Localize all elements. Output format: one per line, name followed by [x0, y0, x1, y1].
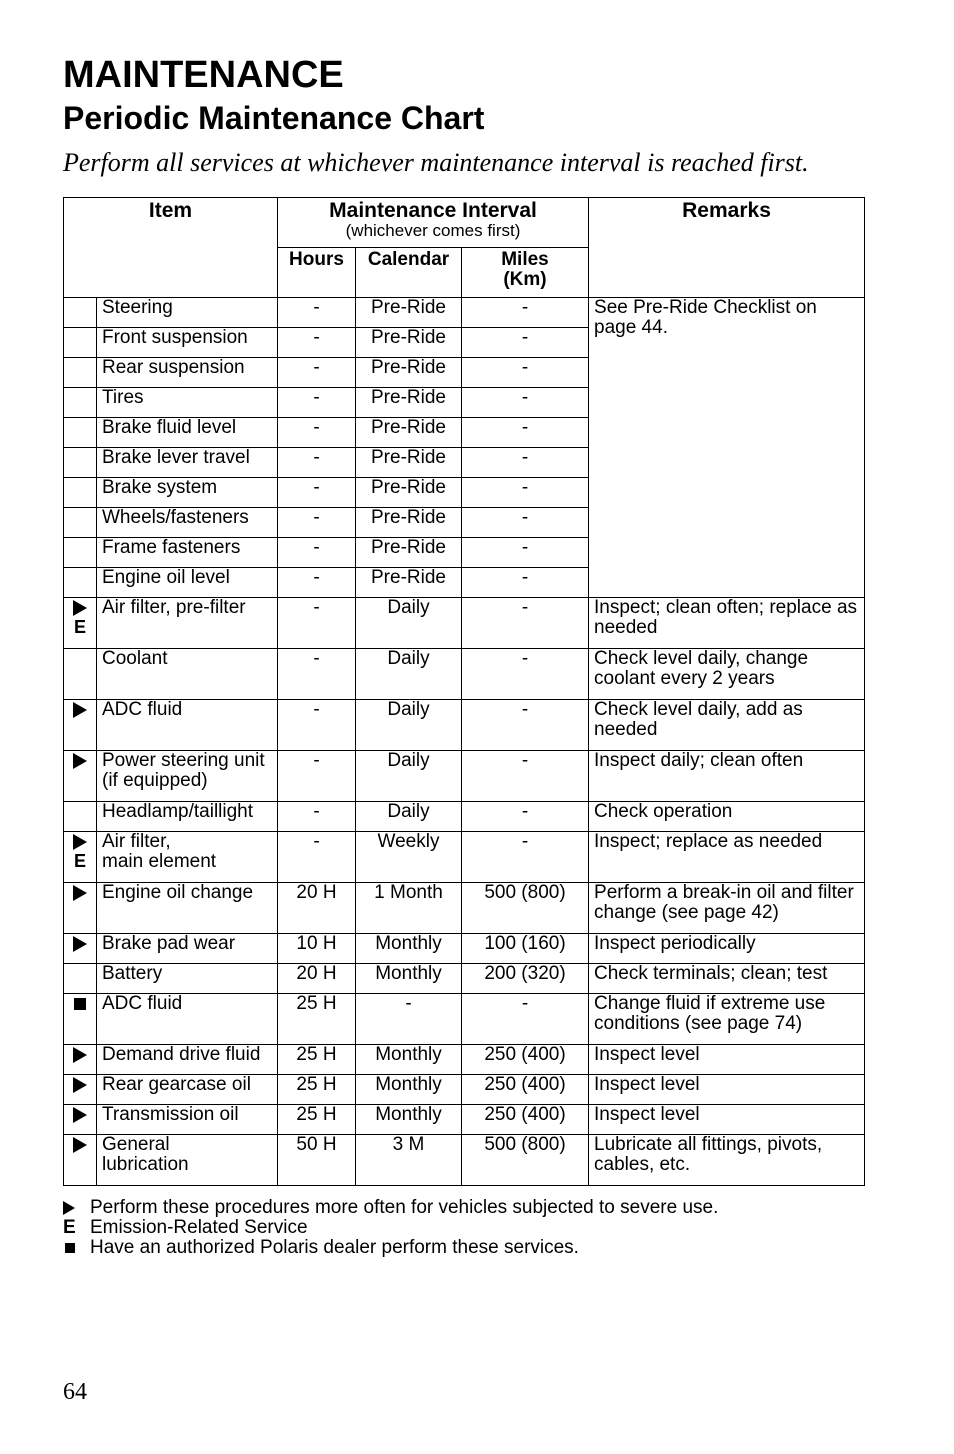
symbol-cell	[64, 751, 97, 802]
item-cell: Tires	[97, 388, 278, 418]
miles-cell: 250 (400)	[462, 1045, 589, 1075]
remarks-cell: Check operation	[589, 802, 865, 832]
item-cell: Frame fasteners	[97, 538, 278, 568]
hours-cell: -	[278, 328, 356, 358]
hours-cell: -	[278, 751, 356, 802]
calendar-cell: Pre-Ride	[356, 508, 462, 538]
header-miles-unit: (Km)	[503, 269, 547, 290]
miles-cell: 250 (400)	[462, 1105, 589, 1135]
hours-cell: 50 H	[278, 1135, 356, 1186]
hours-cell: 25 H	[278, 1105, 356, 1135]
hours-cell: -	[278, 478, 356, 508]
table-row	[64, 700, 865, 751]
miles-cell: 500 (800)	[462, 883, 589, 934]
symbol-cell	[64, 649, 97, 700]
remarks-cell: Check level daily, change coolant every 2 years	[589, 649, 865, 700]
miles-cell: -	[462, 802, 589, 832]
miles-cell: -	[462, 508, 589, 538]
calendar-cell: Pre-Ride	[356, 568, 462, 598]
legend-text: Emission-Related Service	[90, 1217, 308, 1238]
item-cell: Brake fluid level	[97, 418, 278, 448]
miles-cell: -	[462, 994, 589, 1045]
header-interval-label: Maintenance Interval	[329, 199, 537, 222]
chapter-title: MAINTENANCE	[63, 54, 344, 96]
hours-cell: -	[278, 700, 356, 751]
item-cell: Engine oil change	[97, 883, 278, 934]
hours-cell: 20 H	[278, 883, 356, 934]
legend-item-dealer	[63, 1238, 718, 1258]
legend-emission-mark: E	[63, 1217, 76, 1238]
calendar-cell: Daily	[356, 802, 462, 832]
preride-remarks-cell: See Pre-Ride Checklist on page 44.	[589, 298, 865, 598]
legend-square-icon	[63, 1243, 90, 1253]
remarks-cell: Lubricate all fittings, pivots, cables, etc.	[589, 1135, 865, 1186]
symbol-cell	[64, 328, 97, 358]
item-cell: Engine oil level	[97, 568, 278, 598]
severe-use-triangle-icon	[73, 600, 87, 616]
item-cell: Front suspension	[97, 328, 278, 358]
legend-item-emission	[63, 1218, 718, 1238]
remarks-cell: Inspect level	[589, 1045, 865, 1075]
table-row	[64, 1045, 865, 1075]
item-cell: Headlamp/taillight	[97, 802, 278, 832]
header-calendar: Calendar	[356, 248, 462, 298]
symbol-cell	[64, 358, 97, 388]
calendar-cell: 1 Month	[356, 883, 462, 934]
hours-cell: -	[278, 568, 356, 598]
remarks-cell: Inspect; replace as needed	[589, 832, 865, 883]
symbol-cell	[64, 883, 97, 934]
item-cell: Power steering unit (if equipped)	[97, 751, 278, 802]
table-row	[64, 598, 865, 649]
emission-mark: E	[73, 617, 86, 637]
calendar-cell: Pre-Ride	[356, 388, 462, 418]
intro-text: Perform all services at whichever maintenance interval is reached first.	[63, 148, 809, 177]
symbol-cell	[64, 388, 97, 418]
header-miles	[462, 248, 589, 298]
miles-cell: 100 (160)	[462, 934, 589, 964]
symbol-cell	[64, 832, 97, 883]
calendar-cell: Pre-Ride	[356, 478, 462, 508]
item-cell: Brake lever travel	[97, 448, 278, 478]
calendar-cell: -	[356, 994, 462, 1045]
table-body	[64, 298, 865, 1186]
severe-use-triangle-icon	[73, 702, 87, 718]
remarks-cell: Perform a break-in oil and filter change (see page 42)	[589, 883, 865, 934]
severe-use-triangle-icon	[73, 1047, 87, 1063]
calendar-cell: Pre-Ride	[356, 538, 462, 568]
item-cell: Transmission oil	[97, 1105, 278, 1135]
miles-cell: 250 (400)	[462, 1075, 589, 1105]
item-cell: Coolant	[97, 649, 278, 700]
miles-cell: -	[462, 448, 589, 478]
item-cell: Demand drive fluid	[97, 1045, 278, 1075]
remarks-cell: Inspect daily; clean often	[589, 751, 865, 802]
calendar-cell: Pre-Ride	[356, 448, 462, 478]
header-hours: Hours	[278, 248, 356, 298]
symbol-cell	[64, 538, 97, 568]
severe-use-triangle-icon	[73, 1077, 87, 1093]
calendar-cell: Monthly	[356, 1105, 462, 1135]
miles-cell: -	[462, 598, 589, 649]
miles-cell: -	[462, 388, 589, 418]
miles-cell: 500 (800)	[462, 1135, 589, 1186]
calendar-cell: Pre-Ride	[356, 328, 462, 358]
symbol-cell	[64, 700, 97, 751]
table-row	[64, 1135, 865, 1186]
hours-cell: -	[278, 388, 356, 418]
item-cell: Rear suspension	[97, 358, 278, 388]
miles-cell: -	[462, 478, 589, 508]
header-interval-note: (whichever comes first)	[345, 221, 521, 240]
header-interval	[278, 198, 589, 248]
table-row	[64, 934, 865, 964]
item-cell: ADC fluid	[97, 994, 278, 1045]
hours-cell: -	[278, 448, 356, 478]
severe-use-triangle-icon	[73, 1137, 87, 1153]
severe-use-triangle-icon	[73, 834, 87, 850]
severe-use-triangle-icon	[73, 885, 87, 901]
hours-cell: -	[278, 358, 356, 388]
symbol-cell	[64, 1045, 97, 1075]
symbol-cell	[64, 478, 97, 508]
item-cell: Brake pad wear	[97, 934, 278, 964]
symbol-cell	[64, 448, 97, 478]
calendar-cell: Weekly	[356, 832, 462, 883]
hours-cell: -	[278, 649, 356, 700]
symbol-cell	[64, 994, 97, 1045]
hours-cell: -	[278, 832, 356, 883]
emission-mark: E	[73, 851, 86, 871]
hours-cell: -	[278, 508, 356, 538]
remarks-cell: Change fluid if extreme use conditions (see page 74)	[589, 994, 865, 1045]
hours-cell: -	[278, 538, 356, 568]
header-miles-label: Miles	[501, 249, 549, 270]
calendar-cell: Monthly	[356, 964, 462, 994]
item-cell: Air filter, main element	[97, 832, 278, 883]
hours-cell: 25 H	[278, 1045, 356, 1075]
item-cell: Steering	[97, 298, 278, 328]
miles-cell: -	[462, 649, 589, 700]
symbol-cell	[64, 568, 97, 598]
miles-cell: -	[462, 832, 589, 883]
symbol-cell	[64, 964, 97, 994]
miles-cell: -	[462, 538, 589, 568]
calendar-cell: Daily	[356, 598, 462, 649]
table-row	[64, 649, 865, 700]
table-row	[64, 964, 865, 994]
hours-cell: 25 H	[278, 1075, 356, 1105]
symbol-cell	[64, 598, 97, 649]
item-cell: Brake system	[97, 478, 278, 508]
hours-cell: -	[278, 598, 356, 649]
legend-text: Have an authorized Polaris dealer perform these services.	[90, 1237, 579, 1258]
remarks-cell: Inspect level	[589, 1105, 865, 1135]
miles-cell: 200 (320)	[462, 964, 589, 994]
legend-item-severe	[63, 1198, 718, 1218]
remarks-cell: Check level daily, add as needed	[589, 700, 865, 751]
page-number: 64	[63, 1379, 87, 1405]
section-title: Periodic Maintenance Chart	[63, 100, 485, 136]
item-cell: Wheels/fasteners	[97, 508, 278, 538]
item-cell: Rear gearcase oil	[97, 1075, 278, 1105]
hours-cell: -	[278, 418, 356, 448]
item-cell: ADC fluid	[97, 700, 278, 751]
miles-cell: -	[462, 328, 589, 358]
hours-cell: 25 H	[278, 994, 356, 1045]
miles-cell: -	[462, 358, 589, 388]
calendar-cell: Monthly	[356, 1045, 462, 1075]
hours-cell: 10 H	[278, 934, 356, 964]
legend-triangle-icon	[63, 1201, 90, 1215]
calendar-cell: Daily	[356, 649, 462, 700]
symbol-cell	[64, 418, 97, 448]
table-row	[64, 298, 865, 328]
remarks-cell: Inspect; clean often; replace as needed	[589, 598, 865, 649]
table-row	[64, 1105, 865, 1135]
header-item: Item	[64, 198, 278, 298]
table-row	[64, 883, 865, 934]
remarks-cell: Check terminals; clean; test	[589, 964, 865, 994]
miles-cell: -	[462, 568, 589, 598]
calendar-cell: Monthly	[356, 1075, 462, 1105]
miles-cell: -	[462, 418, 589, 448]
table-row	[64, 832, 865, 883]
symbol-cell	[64, 1135, 97, 1186]
header-remarks: Remarks	[589, 198, 865, 298]
calendar-cell: Daily	[356, 700, 462, 751]
symbol-cell	[64, 1105, 97, 1135]
maintenance-table	[63, 197, 865, 1186]
legend-text: Perform these procedures more often for vehicles subjected to severe use.	[90, 1197, 719, 1218]
hours-cell: -	[278, 802, 356, 832]
miles-cell: -	[462, 700, 589, 751]
calendar-cell: 3 M	[356, 1135, 462, 1186]
table-row	[64, 751, 865, 802]
symbol-cell	[64, 508, 97, 538]
miles-cell: -	[462, 751, 589, 802]
calendar-cell: Pre-Ride	[356, 298, 462, 328]
severe-use-triangle-icon	[73, 1107, 87, 1123]
symbol-cell	[64, 802, 97, 832]
remarks-cell: Inspect periodically	[589, 934, 865, 964]
hours-cell: -	[278, 298, 356, 328]
item-cell: Battery	[97, 964, 278, 994]
table-row	[64, 802, 865, 832]
remarks-cell: Inspect level	[589, 1075, 865, 1105]
calendar-cell: Daily	[356, 751, 462, 802]
legend	[63, 1198, 718, 1258]
item-cell: Air filter, pre-filter	[97, 598, 278, 649]
table-row	[64, 1075, 865, 1105]
dealer-square-icon	[74, 998, 86, 1010]
calendar-cell: Pre-Ride	[356, 418, 462, 448]
symbol-cell	[64, 1075, 97, 1105]
symbol-cell	[64, 934, 97, 964]
miles-cell: -	[462, 298, 589, 328]
calendar-cell: Monthly	[356, 934, 462, 964]
item-cell: General lubrication	[97, 1135, 278, 1186]
table-row	[64, 994, 865, 1045]
calendar-cell: Pre-Ride	[356, 358, 462, 388]
symbol-cell	[64, 298, 97, 328]
severe-use-triangle-icon	[73, 936, 87, 952]
hours-cell: 20 H	[278, 964, 356, 994]
severe-use-triangle-icon	[73, 753, 87, 769]
